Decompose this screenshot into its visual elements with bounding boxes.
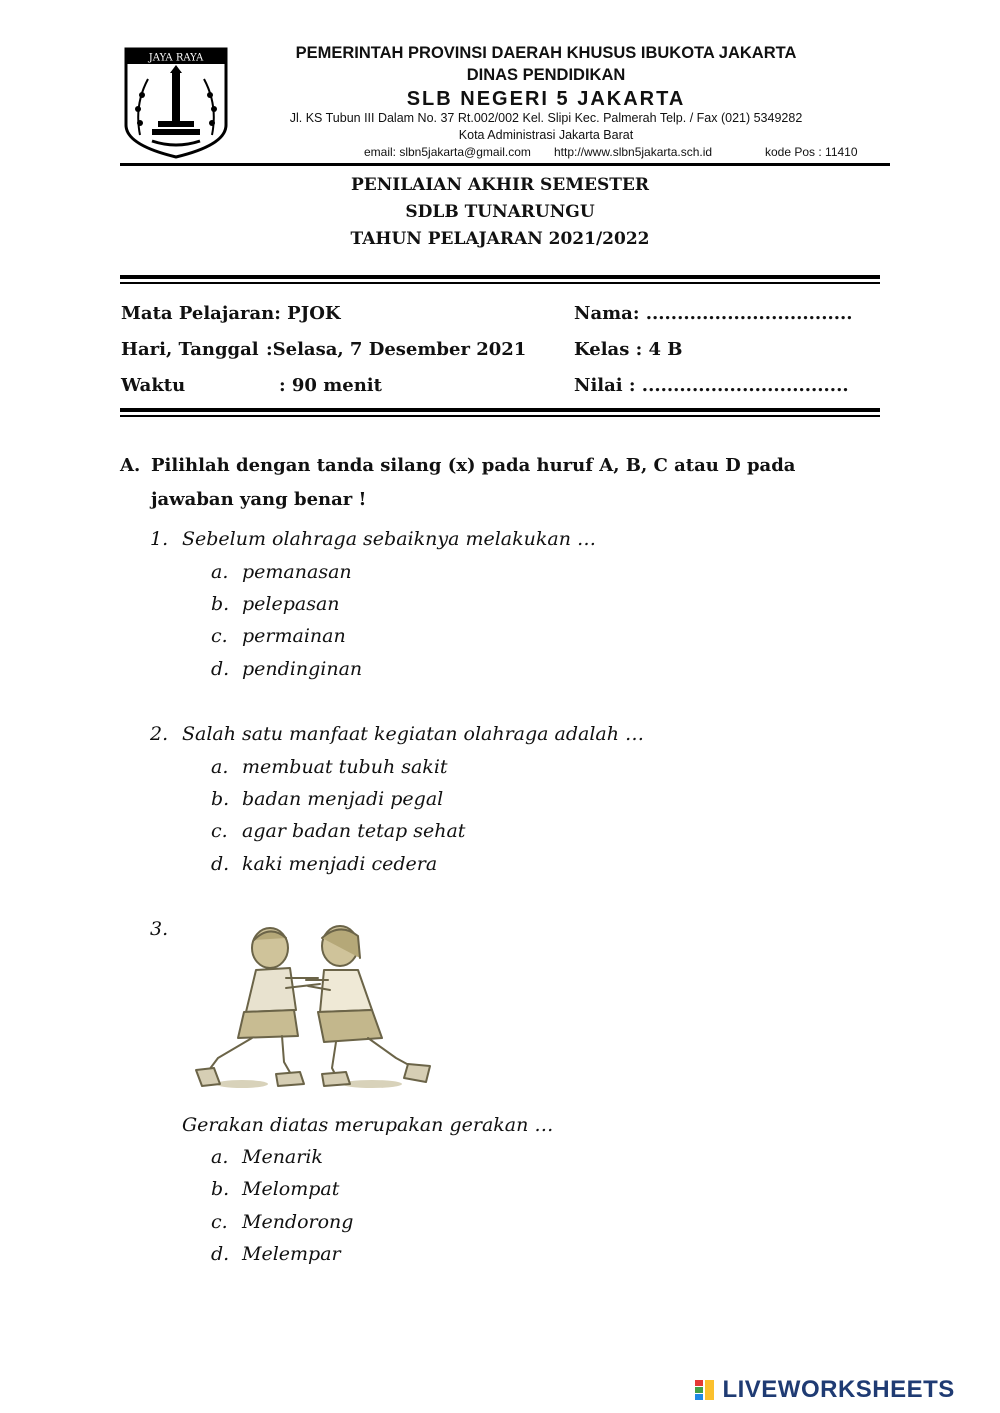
class-field: Kelas : 4 B [574, 339, 683, 360]
option-letter: a. [211, 756, 229, 778]
question-number: 2. [150, 723, 169, 745]
option-letter: d. [211, 658, 230, 680]
pushing-illustration [182, 918, 442, 1093]
option-letter: b. [211, 1178, 230, 1200]
option-text: Melempar [242, 1243, 341, 1265]
score-field[interactable]: Nilai : ................................. [574, 375, 849, 396]
exam-title-1: PENILAIAN AKHIR SEMESTER [350, 175, 650, 195]
option-text: Melompat [242, 1178, 340, 1200]
letterhead-school-name: SLB NEGERI 5 JAKARTA [406, 88, 686, 110]
school-logo [122, 45, 230, 160]
option-text: Menarik [242, 1146, 323, 1168]
option-text: Mendorong [242, 1211, 354, 1233]
letterhead-line1: PEMERINTAH PROVINSI DAERAH KHUSUS IBUKOTA JAKARTA [295, 44, 797, 62]
question-text: Salah satu manfaat kegiatan olahraga adalah … [182, 723, 645, 745]
info-rule-thick [120, 408, 880, 412]
exam-title-2: SDLB TUNARUNGU [405, 202, 595, 222]
option-text: pemanasan [242, 561, 352, 583]
info-rule-thin [120, 415, 880, 417]
header-rule-thick [120, 275, 880, 279]
option-text: badan menjadi pegal [242, 788, 444, 810]
option-text: pendinginan [242, 658, 363, 680]
logo-text: JAYA RAYA [148, 52, 204, 64]
liveworksheets-logo-icon [694, 1378, 716, 1402]
question-text: Sebelum olahraga sebaiknya melakukan … [182, 528, 597, 550]
section-instruction-2: jawaban yang benar ! [151, 489, 367, 510]
option-letter: a. [211, 1146, 229, 1168]
letterhead-city: Kota Administrasi Jakarta Barat [458, 128, 634, 142]
question-text: Gerakan diatas merupakan gerakan … [182, 1114, 554, 1136]
header-rule-thin [120, 282, 880, 284]
option-letter: c. [211, 820, 228, 842]
option-letter: b. [211, 593, 230, 615]
option-letter: c. [211, 625, 228, 647]
option-letter: c. [211, 1211, 228, 1233]
subject-field: Mata Pelajaran: PJOK [121, 303, 341, 324]
exam-title-3: TAHUN PELAJARAN 2021/2022 [350, 229, 650, 249]
option-letter: b. [211, 788, 230, 810]
option-letter: d. [211, 853, 230, 875]
question-number: 1. [150, 528, 169, 550]
option-text: membuat tubuh sakit [242, 756, 448, 778]
letterhead-website: http://www.slbn5jakarta.sch.id [554, 145, 713, 159]
option-text: permainan [242, 625, 346, 647]
date-label: Hari, Tanggal [121, 339, 259, 360]
option-text: agar badan tetap sehat [242, 820, 466, 842]
option-letter: a. [211, 561, 229, 583]
date-value: :Selasa, 7 Desember 2021 [266, 339, 527, 360]
question-number: 3. [150, 918, 169, 940]
time-label: Waktu [121, 375, 186, 396]
section-letter: A. [120, 455, 141, 476]
letterhead-address: Jl. KS Tubun III Dalam No. 37 Rt.002/002 Kel. Slipi Kec. Palmerah Telp. / Fax (021) 5349282 [289, 111, 803, 125]
letterhead-postcode: kode Pos : 11410 [765, 145, 858, 159]
option-text: pelepasan [242, 593, 340, 615]
liveworksheets-watermark [694, 1376, 955, 1406]
option-text: kaki menjadi cedera [242, 853, 438, 875]
letterhead-email: email: slbn5jakarta@gmail.com [364, 145, 531, 159]
name-field[interactable]: Nama: ................................. [574, 303, 853, 324]
letterhead-rule [120, 163, 890, 166]
liveworksheets-text: LIVEWORKSHEETS [722, 1376, 955, 1403]
option-letter: d. [211, 1243, 230, 1265]
time-value: : 90 menit [279, 375, 382, 396]
section-instruction-1: Pilihlah dengan tanda silang (x) pada huruf A, B, C atau D pada [151, 455, 796, 476]
letterhead-line2: DINAS PENDIDIKAN [466, 66, 626, 84]
